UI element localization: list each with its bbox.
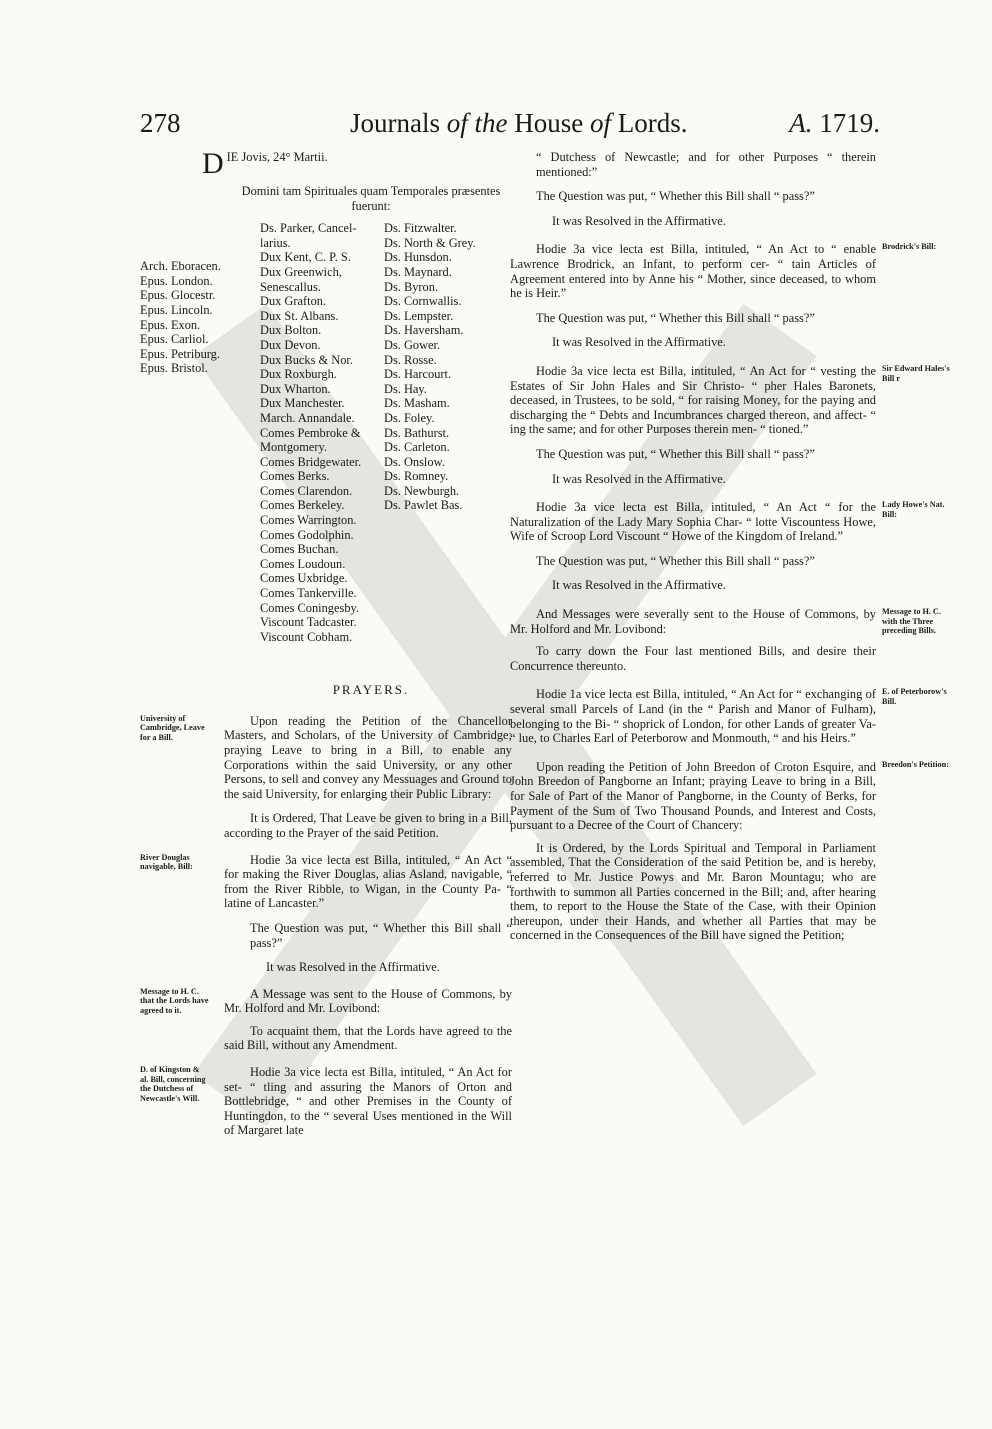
attendee: Dux Wharton.: [260, 381, 331, 396]
attendee: Senescallus.: [260, 279, 321, 294]
attendee: Comes Berkeley.: [260, 498, 345, 513]
margin-note: E. of Peterborow's Bill.: [882, 687, 947, 707]
attendee: Comes Pembroke &: [260, 425, 361, 440]
attendee: Comes Loudoun.: [260, 556, 346, 571]
attendee: Arch. Eboracen.: [140, 259, 221, 274]
attendee: Dux Roxburgh.: [260, 367, 337, 382]
page-title: Journals of the House of Lords.: [350, 108, 688, 138]
page-header: [140, 108, 880, 148]
entry-cambridge: University of Cambridge, Leave for a Bill. Upon reading the Petition of the Chancellor Masters, and Scholars, of the University of Cambridge; praying Leave to bring in a Bill, to enable any Corporations within the said University, or any other Persons, to sell and convey any Messuages and Ground to the said University, for enlarging their Public Library: It is Ordered, That Leave be given to bring in a Bill, according to the Prayer of the said Petition.: [140, 713, 512, 840]
attendee: Viscount Cobham.: [260, 629, 353, 644]
attendee: Comes Buchan.: [260, 542, 339, 557]
attendee: Epus. Petriburg.: [140, 346, 220, 361]
entry-breedon: Breedon's Petition: Upon reading the Petition of John Breedon of Croton Esquire, and John Breedon of Pangborne an Infant; praying Leave to bring in a Bill, for Sale of Part of the Manor of Pangborne, in the County of Berks, for Payment of the Sum of Two Thousand Pounds, and Interest and Costs, pursuant to a Decree of the Court of Chancery: It is Ordered, by the Lords Spiritual and Temporal in Parliament assembled, That the Consideration of the said Petition be, and is hereby, referred to Mr. Justice Powys and Mr. Baron Mountagu; who are forthwith to summon all Parties concerned in the Bill; and, after hearing them, to report to the House the State of the Case, with their Opinion thereupon, under their Hands, and whether all Parties that may be concerned in the Consequences of the Bill have signed the Petition;: [510, 760, 882, 943]
attendance-col-peers: [260, 221, 361, 644]
prayers-heading: PRAYERS.: [332, 682, 410, 698]
margin-note: Sir Edward Hales's Bill r: [882, 363, 950, 383]
right-column: [510, 150, 950, 957]
attendee: Montgomery.: [260, 440, 327, 455]
attendee: Ds. Maynard.: [384, 264, 452, 279]
margin-note: University of Cambridge, Leave for a Bill.: [140, 713, 205, 742]
attendee: Comes Clarendon.: [260, 483, 353, 498]
attendee: Ds. Romney.: [384, 469, 449, 484]
entry-douglas: River Douglas navigable, Bill: Hodie 3a vice lecta est Billa, intituled, “ An Act “ for making the River Douglas, alias Asland, navigable, “ from the River Ribble, to Wigan, in the County Pa- “ latine of Lancaster.” The Question was put, “ Whether this Bill shall “ pass?” It was Resolved in the Affirmative.: [140, 852, 512, 975]
attendee: Ds. Newburgh.: [384, 483, 460, 498]
attendee: Epus. Glocestr.: [140, 288, 216, 303]
attendee: Ds. Haversham.: [384, 323, 464, 338]
attendee: Comes Coningesby.: [260, 600, 360, 615]
attendee: Epus. Carliol.: [140, 332, 209, 347]
attendee: Epus. Exon.: [140, 317, 201, 332]
attendee: Dux Greenwich,: [260, 264, 342, 279]
attendee: March. Annandale.: [260, 410, 355, 425]
margin-note: Message to H. C. that the Lords have agreed to it.: [140, 986, 209, 1015]
attendance-list: [140, 221, 512, 661]
attendee: Ds. Byron.: [384, 279, 439, 294]
attendee: Comes Berks.: [260, 469, 330, 484]
entry-kingston: D. of Kingston & al. Bill, concerning the Dutchess of Newcastle's Will. Hodie 3a vice lecta est Billa, intituled, “ An Act for set- “ tling and assuring the Manors of Orton and Bottlebridge, “ and other Premises in the County of Huntingdon, to the “ several Uses mentioned in the Will of Margaret late: [140, 1065, 512, 1138]
date-heading: D IE Jovis, 24° Martii.: [202, 147, 328, 180]
attendee: Ds. Bathurst.: [384, 425, 450, 440]
attendee: Ds. Cornwallis.: [384, 294, 462, 309]
attendee: Ds. Rosse.: [384, 352, 437, 367]
entry-newcastle-cont: “ Dutchess of Newcastle; and for other Purposes “ therein mentioned:” The Question was put, “ Whether this Bill shall “ pass?” It was Resolved in the Affirmative.: [536, 150, 876, 228]
attendee: Comes Bridgewater.: [260, 454, 362, 469]
attendee: Epus. London.: [140, 273, 213, 288]
attendee: Ds. North & Grey.: [384, 235, 476, 250]
attendee: larius.: [260, 235, 291, 250]
attendee: Dux Kent, C. P. S.: [260, 250, 351, 265]
attendance-col-barons: [384, 221, 476, 513]
attendee: Ds. Hunsdon.: [384, 250, 452, 265]
attendee: Ds. Carleton.: [384, 440, 450, 455]
margin-note: River Douglas navigable, Bill:: [140, 852, 193, 872]
attendee: Ds. Onslow.: [384, 454, 445, 469]
entry-messages: Message to H. C. with the Three preceding Bills. And Messages were severally sent to the House of Commons, by Mr. Holford and Mr. Lovibond: To carry down the Four last mentioned Bills, and desire their Concurrence thereunto.: [510, 607, 882, 673]
present-line: fuerunt:: [351, 198, 391, 213]
margin-note: Brodrick's Bill:: [882, 242, 937, 252]
attendee: Ds. Lempster.: [384, 308, 454, 323]
entry-peterborow: E. of Peterborow's Bill. Hodie 1a vice lecta est Billa, intituled, “ An Act for “ exchanging of several small Parcels of Land (in the “ Parish and Manor of Fulham), belonging to the Bi- “ shoprick of London, for other Lands of greater Va- “ lue, to Charles Earl of Peterborow and Monmouth, “ and his Heirs.”: [510, 687, 882, 745]
attendee: Dux Grafton.: [260, 294, 327, 309]
attendee: Ds. Fitzwalter.: [384, 221, 457, 236]
entry-howe: Lady Howe's Nat. Bill: Hodie 3a vice lecta est Billa, intituled, “ An Act “ for the Naturalization of the Lady Mary Sophia Char- “ lotte Viscountess Howe, Wife of Scroop Lord Viscount “ Howe of the Kingdom of Ireland.” The Question was put, “ Whether this Bill shall “ pass?” It was Resolved in the Affirmative.: [510, 500, 882, 593]
margin-note: Breedon's Petition:: [882, 759, 949, 769]
attendee: Comes Uxbridge.: [260, 571, 348, 586]
attendee: Ds. Pawlet Bas.: [384, 498, 463, 513]
attendee: Ds. Parker, Cancel-: [260, 221, 357, 236]
attendee: Comes Warrington.: [260, 513, 357, 528]
attendee: Ds. Harcourt.: [384, 367, 452, 382]
entry-message: Message to H. C. that the Lords have agreed to it. A Message was sent to the House of Commons, by Mr. Holford and Mr. Lovibond: To acquaint them, that the Lords have agreed to the said Bill, without any Amendment.: [140, 986, 512, 1053]
page-year: A. 1719.: [789, 108, 880, 138]
attendee: Epus. Bristol.: [140, 361, 208, 376]
page-number: 278: [140, 108, 181, 138]
margin-note: D. of Kingston & al. Bill, concerning the Dutchess of Newcastle's Will.: [140, 1065, 206, 1103]
attendee: Epus. Lincoln.: [140, 302, 213, 317]
attendee: Viscount Tadcaster.: [260, 615, 357, 630]
attendee: Dux Manchester.: [260, 396, 345, 411]
attendee: Dux St. Albans.: [260, 308, 339, 323]
margin-note: Lady Howe's Nat. Bill:: [882, 500, 945, 519]
entry-hales: Sir Edward Hales's Bill r Hodie 3a vice lecta est Billa, intituled, “ An Act for “ vesting the Estates of Sir John Hales and Sir Christo- “ pher Hales Baronets, deceased, in Trustees, to be sold, “ for raising Money, for the paying and discharging the “ Debts and Incumbrances charged thereon, and affect- “ ing the same; and for other Purposes therein men- “ tioned.” The Question was put, “ Whether this Bill shall “ pass?” It was Resolved in the Affirmative.: [510, 364, 882, 486]
present-line: Domini tam Spirituales quam Temporales præsentes: [241, 184, 501, 198]
attendee: Ds. Hay.: [384, 381, 427, 396]
attendee: Ds. Foley.: [384, 410, 435, 425]
attendee: Comes Godolphin.: [260, 527, 354, 542]
attendance-col-bishops: [140, 259, 221, 376]
entry-brodrick: Brodrick's Bill: Hodie 3a vice lecta est Billa, intituled, “ An Act to “ enable Lawrence Brodrick, an Infant, to perform cer- “ tain Articles of Agreement entered into by Anne his “ Mother, since deceased, to whom he is Heir.” The Question was put, “ Whether this Bill shall “ pass?” It was Resolved in the Affirmative.: [510, 242, 882, 350]
attendee: Comes Tankerville.: [260, 586, 357, 601]
attendee: Ds. Masham.: [384, 396, 450, 411]
attendee: Dux Bolton.: [260, 323, 322, 338]
attendee: Ds. Gower.: [384, 337, 441, 352]
left-column: [140, 147, 512, 1150]
attendee: Dux Bucks & Nor.: [260, 352, 353, 367]
margin-note: Message to H. C. with the Three preceding Bills.: [882, 607, 941, 636]
attendee: Dux Devon.: [260, 337, 321, 352]
